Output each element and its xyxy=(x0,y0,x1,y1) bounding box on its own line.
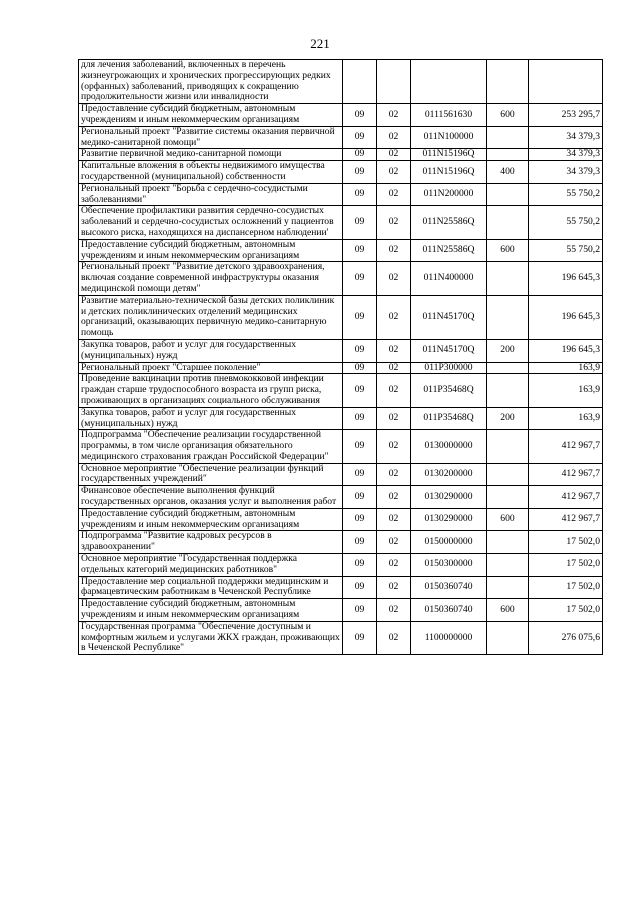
table-row xyxy=(79,149,603,161)
subsection-cell: 02 xyxy=(377,149,411,161)
budget-table xyxy=(78,59,603,655)
amount-cell: 196 645,3 xyxy=(529,262,603,295)
target-article-cell: 011N400000 xyxy=(411,262,487,295)
section-cell: 09 xyxy=(343,599,377,622)
amount-cell: 55 750,2 xyxy=(529,239,603,262)
expense-type-cell xyxy=(487,374,529,407)
name-cell: Подпрограмма "Обеспечение реализации государственной программы, в том числе организация обязательного медицинского страхования граждан Российской Федерации" xyxy=(79,430,343,463)
subsection-cell: 02 xyxy=(377,239,411,262)
section-cell: 09 xyxy=(343,126,377,149)
expense-type-cell: 600 xyxy=(487,104,529,127)
amount-cell: 276 075,6 xyxy=(529,621,603,654)
table-row xyxy=(79,295,603,339)
subsection-cell: 02 xyxy=(377,295,411,339)
name-cell: Региональный проект "Развитие системы оказания первичной медико-санитарной помощи" xyxy=(79,126,343,149)
section-cell: 09 xyxy=(343,508,377,531)
name-cell: Региональный проект "Борьба с сердечно-сосудистыми заболеваниями" xyxy=(79,183,343,206)
page-number: 221 xyxy=(310,36,330,51)
table-row xyxy=(79,463,603,486)
expense-type-cell xyxy=(487,531,529,554)
subsection-cell: 02 xyxy=(377,206,411,239)
subsection-cell: 02 xyxy=(377,104,411,127)
name-cell: Предоставление субсидий бюджетным, автономным учреждениям и иным некоммерческим организациям xyxy=(79,599,343,622)
target-article-cell: 011P300000 xyxy=(411,362,487,374)
name-cell: Обеспечение профилактики развития сердечно-сосудистых заболеваний и сердечно-сосудистых осложнений у пациентов высокого риска, находящихся на диспансерном наблюдении' xyxy=(79,206,343,239)
amount-cell: 55 750,2 xyxy=(529,183,603,206)
table-row xyxy=(79,621,603,654)
name-cell: Подпрограмма "Развитие кадровых ресурсов в здравоохранении" xyxy=(79,531,343,554)
expense-type-cell xyxy=(487,486,529,509)
expense-type-cell: 200 xyxy=(487,339,529,362)
expense-type-cell: 200 xyxy=(487,407,529,430)
section-cell: 09 xyxy=(343,407,377,430)
amount-cell: 55 750,2 xyxy=(529,206,603,239)
table-row xyxy=(79,206,603,239)
expense-type-cell: 400 xyxy=(487,161,529,184)
table-row xyxy=(79,161,603,184)
expense-type-cell: 600 xyxy=(487,599,529,622)
subsection-cell: 02 xyxy=(377,508,411,531)
target-article-cell: 0130290000 xyxy=(411,486,487,509)
expense-type-cell xyxy=(487,576,529,599)
table-row xyxy=(79,554,603,577)
target-article-cell: 011P35468Q xyxy=(411,407,487,430)
subsection-cell: 02 xyxy=(377,463,411,486)
amount-cell: 34 379,3 xyxy=(529,161,603,184)
section-cell: 09 xyxy=(343,183,377,206)
table-row xyxy=(79,104,603,127)
section-cell: 09 xyxy=(343,374,377,407)
expense-type-cell xyxy=(487,621,529,654)
target-article-cell: 011N25586Q xyxy=(411,239,487,262)
table-row xyxy=(79,430,603,463)
section-cell: 09 xyxy=(343,149,377,161)
section-cell: 09 xyxy=(343,239,377,262)
section-cell: 09 xyxy=(343,463,377,486)
name-cell: Основное мероприятие "Обеспечение реализации функций государственных учреждений" xyxy=(79,463,343,486)
amount-cell: 17 502,0 xyxy=(529,599,603,622)
table-row xyxy=(79,486,603,509)
name-cell: Финансовое обеспечение выполнения функций государственных органов, оказания услуг и выполнения работ xyxy=(79,486,343,509)
amount-cell: 412 967,7 xyxy=(529,486,603,509)
target-article-cell: 1100000000 xyxy=(411,621,487,654)
name-cell: Предоставление субсидий бюджетным, автономным учреждениям и иным некоммерческим организациям xyxy=(79,239,343,262)
expense-type-cell xyxy=(487,183,529,206)
table-row xyxy=(79,599,603,622)
name-cell: Предоставление субсидий бюджетным, автономным учреждениям и иным некоммерческим организациям xyxy=(79,508,343,531)
table-row xyxy=(79,183,603,206)
target-article-cell: 0150360740 xyxy=(411,599,487,622)
target-article-cell: 0130200000 xyxy=(411,463,487,486)
target-article-cell: 011P35468Q xyxy=(411,374,487,407)
target-article-cell: 0130000000 xyxy=(411,430,487,463)
section-cell: 09 xyxy=(343,486,377,509)
table-row xyxy=(79,60,603,104)
subsection-cell: 02 xyxy=(377,262,411,295)
subsection-cell: 02 xyxy=(377,374,411,407)
subsection-cell: 02 xyxy=(377,621,411,654)
target-article-cell: 011N25586Q xyxy=(411,206,487,239)
expense-type-cell xyxy=(487,262,529,295)
expense-type-cell: 600 xyxy=(487,508,529,531)
expense-type-cell xyxy=(487,149,529,161)
expense-type-cell xyxy=(487,295,529,339)
amount-cell: 17 502,0 xyxy=(529,531,603,554)
name-cell: для лечения заболеваний, включенных в перечень жизнеугрожающих и хронических прогрессирующих редких (орфанных) заболеваний, приводящих к сокращению продолжительности жизни или инвалидности xyxy=(79,60,343,104)
subsection-cell: 02 xyxy=(377,576,411,599)
section-cell: 09 xyxy=(343,206,377,239)
target-article-cell: 0150360740 xyxy=(411,576,487,599)
expense-type-cell: 600 xyxy=(487,239,529,262)
budget-table-body xyxy=(79,60,603,655)
target-article-cell: 011N100000 xyxy=(411,126,487,149)
section-cell xyxy=(343,60,377,104)
amount-cell: 163,9 xyxy=(529,374,603,407)
table-row xyxy=(79,576,603,599)
amount-cell: 253 295,7 xyxy=(529,104,603,127)
subsection-cell: 02 xyxy=(377,554,411,577)
section-cell: 09 xyxy=(343,554,377,577)
amount-cell: 412 967,7 xyxy=(529,463,603,486)
name-cell: Государственная программа "Обеспечение доступным и комфортным жильем и услугами ЖКХ граждан, проживающих в Чеченской Республике" xyxy=(79,621,343,654)
section-cell: 09 xyxy=(343,339,377,362)
target-article-cell: 011N15196Q xyxy=(411,161,487,184)
section-cell: 09 xyxy=(343,295,377,339)
subsection-cell: 02 xyxy=(377,407,411,430)
target-article-cell: 011N15196Q xyxy=(411,149,487,161)
target-article-cell: 011N45170Q xyxy=(411,295,487,339)
subsection-cell xyxy=(377,60,411,104)
target-article-cell: 011N200000 xyxy=(411,183,487,206)
target-article-cell: 011N45170Q xyxy=(411,339,487,362)
amount-cell: 196 645,3 xyxy=(529,339,603,362)
amount-cell: 17 502,0 xyxy=(529,576,603,599)
subsection-cell: 02 xyxy=(377,183,411,206)
table-row xyxy=(79,339,603,362)
target-article-cell: 0150000000 xyxy=(411,531,487,554)
subsection-cell: 02 xyxy=(377,362,411,374)
target-article-cell: 0130290000 xyxy=(411,508,487,531)
table-row xyxy=(79,362,603,374)
expense-type-cell xyxy=(487,206,529,239)
name-cell: Развитие первичной медико-санитарной помощи xyxy=(79,149,343,161)
table-row xyxy=(79,126,603,149)
expense-type-cell xyxy=(487,126,529,149)
table-row xyxy=(79,239,603,262)
amount-cell: 163,9 xyxy=(529,362,603,374)
amount-cell: 412 967,7 xyxy=(529,430,603,463)
amount-cell: 163,9 xyxy=(529,407,603,430)
subsection-cell: 02 xyxy=(377,599,411,622)
name-cell: Региональный проект "Развитие детского здравоохранения, включая создание современной инфраструктуры оказания медицинской помощи детям" xyxy=(79,262,343,295)
section-cell: 09 xyxy=(343,362,377,374)
name-cell: Развитие материально-технической базы детских поликлиник и детских поликлинических отделений медицинских организаций, оказывающих первичную медико-санитарную помощь xyxy=(79,295,343,339)
name-cell: Основное мероприятие "Государственная поддержка отдельных категорий медицинских работников" xyxy=(79,554,343,577)
amount-cell: 34 379,3 xyxy=(529,149,603,161)
section-cell: 09 xyxy=(343,621,377,654)
subsection-cell: 02 xyxy=(377,430,411,463)
expense-type-cell xyxy=(487,430,529,463)
name-cell: Предоставление субсидий бюджетным, автономным учреждениям и иным некоммерческим организациям xyxy=(79,104,343,127)
table-row xyxy=(79,531,603,554)
name-cell: Закупка товаров, работ и услуг для государственных (муниципальных) нужд xyxy=(79,339,343,362)
section-cell: 09 xyxy=(343,430,377,463)
table-row xyxy=(79,374,603,407)
table-row xyxy=(79,262,603,295)
name-cell: Капитальные вложения в объекты недвижимого имущества государственной (муниципальной) собственности xyxy=(79,161,343,184)
expense-type-cell xyxy=(487,362,529,374)
section-cell: 09 xyxy=(343,576,377,599)
amount-cell: 17 502,0 xyxy=(529,554,603,577)
name-cell: Закупка товаров, работ и услуг для государственных (муниципальных) нужд xyxy=(79,407,343,430)
target-article-cell xyxy=(411,60,487,104)
subsection-cell: 02 xyxy=(377,531,411,554)
subsection-cell: 02 xyxy=(377,161,411,184)
name-cell: Региональный проект "Старшее поколение" xyxy=(79,362,343,374)
table-row xyxy=(79,407,603,430)
amount-cell: 196 645,3 xyxy=(529,295,603,339)
expense-type-cell xyxy=(487,60,529,104)
expense-type-cell xyxy=(487,463,529,486)
subsection-cell: 02 xyxy=(377,486,411,509)
subsection-cell: 02 xyxy=(377,126,411,149)
name-cell: Проведение вакцинации против пневмококковой инфекции граждан старше трудоспособного возраста из групп риска, проживающих в организациях социального обслуживания xyxy=(79,374,343,407)
expense-type-cell xyxy=(487,554,529,577)
amount-cell: 412 967,7 xyxy=(529,508,603,531)
section-cell: 09 xyxy=(343,104,377,127)
section-cell: 09 xyxy=(343,262,377,295)
target-article-cell: 0111561630 xyxy=(411,104,487,127)
subsection-cell: 02 xyxy=(377,339,411,362)
section-cell: 09 xyxy=(343,531,377,554)
target-article-cell: 0150300000 xyxy=(411,554,487,577)
name-cell: Предоставление мер социальной поддержки медицинским и фармацевтическим работникам в Чеченской Республике xyxy=(79,576,343,599)
amount-cell xyxy=(529,60,603,104)
section-cell: 09 xyxy=(343,161,377,184)
table-row xyxy=(79,508,603,531)
amount-cell: 34 379,3 xyxy=(529,126,603,149)
